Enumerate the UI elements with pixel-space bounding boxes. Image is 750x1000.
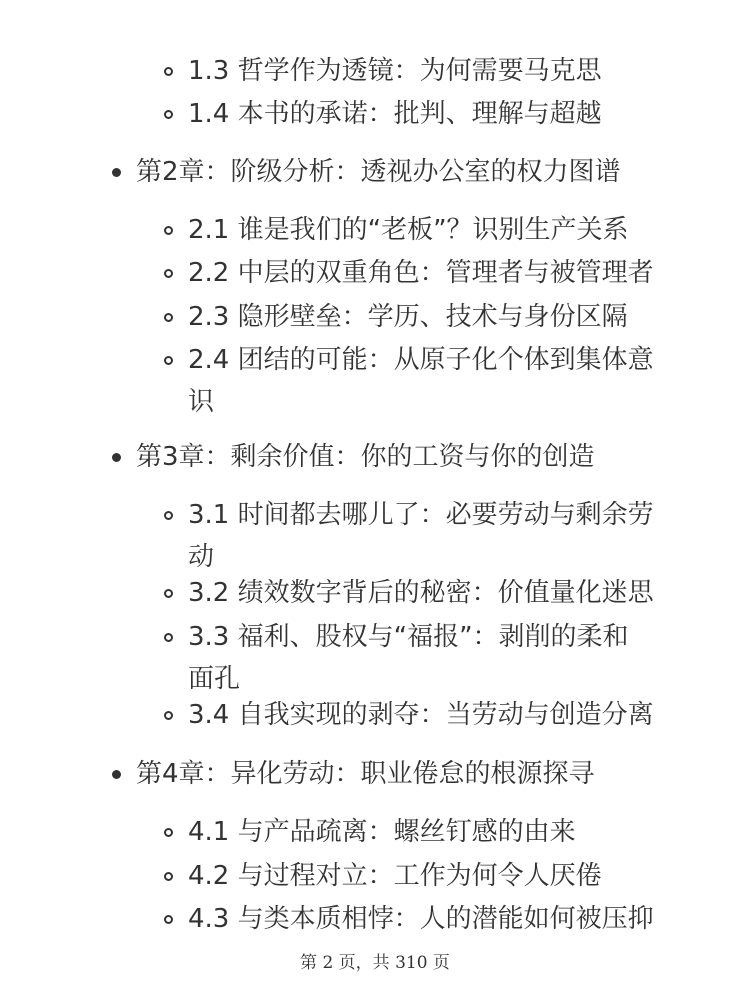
toc-section-3-1[interactable]: 3.1 时间都去哪儿了：必要劳动与剩余劳	[188, 500, 654, 530]
toc-section-1-3[interactable]: 1.3 哲学作为透镜：为何需要马克思	[188, 56, 602, 86]
toc-section-3-1-continued[interactable]: 动	[188, 542, 215, 572]
toc-chapter-4[interactable]: 第4章：异化劳动：职业倦怠的根源探寻	[136, 759, 595, 789]
toc-chapter-3[interactable]: 第3章：剩余价值：你的工资与你的创造	[136, 442, 595, 472]
circle-bullet-icon	[164, 589, 173, 598]
toc-section-2-1[interactable]: 2.1 谁是我们的“老板”？识别生产关系	[188, 215, 629, 245]
disc-bullet-icon	[112, 168, 121, 177]
circle-bullet-icon	[164, 226, 173, 235]
disc-bullet-icon	[112, 770, 121, 779]
toc-section-2-2[interactable]: 2.2 中层的双重角色：管理者与被管理者	[188, 258, 654, 288]
toc-section-4-1[interactable]: 4.1 与产品疏离：螺丝钉感的由来	[188, 817, 576, 847]
circle-bullet-icon	[164, 313, 173, 322]
circle-bullet-icon	[164, 915, 173, 924]
toc-section-3-2[interactable]: 3.2 绩效数字背后的秘密：价值量化迷思	[188, 578, 654, 608]
circle-bullet-icon	[164, 711, 173, 720]
toc-section-3-3-continued[interactable]: 面孔	[188, 664, 241, 694]
circle-bullet-icon	[164, 356, 173, 365]
circle-bullet-icon	[164, 269, 173, 278]
toc-section-4-3[interactable]: 4.3 与类本质相悖：人的潜能如何被压抑	[188, 904, 654, 934]
circle-bullet-icon	[164, 872, 173, 881]
disc-bullet-icon	[112, 453, 121, 462]
toc-section-1-4[interactable]: 1.4 本书的承诺：批判、理解与超越	[188, 99, 602, 129]
circle-bullet-icon	[164, 67, 173, 76]
circle-bullet-icon	[164, 511, 173, 520]
toc-section-3-3[interactable]: 3.3 福利、股权与“福报”：剥削的柔和	[188, 622, 629, 652]
toc-section-2-4-continued[interactable]: 识	[188, 387, 215, 417]
circle-bullet-icon	[164, 633, 173, 642]
page-number-footer: 第 2 页，共 310 页	[300, 953, 450, 973]
circle-bullet-icon	[164, 828, 173, 837]
circle-bullet-icon	[164, 110, 173, 119]
toc-section-3-4[interactable]: 3.4 自我实现的剥夺：当劳动与创造分离	[188, 700, 654, 730]
toc-section-4-2[interactable]: 4.2 与过程对立：工作为何令人厌倦	[188, 861, 602, 891]
toc-chapter-2[interactable]: 第2章：阶级分析：透视办公室的权力图谱	[136, 157, 621, 187]
toc-section-2-3[interactable]: 2.3 隐形壁垒：学历、技术与身份区隔	[188, 302, 628, 332]
toc-section-2-4[interactable]: 2.4 团结的可能：从原子化个体到集体意	[188, 345, 654, 375]
